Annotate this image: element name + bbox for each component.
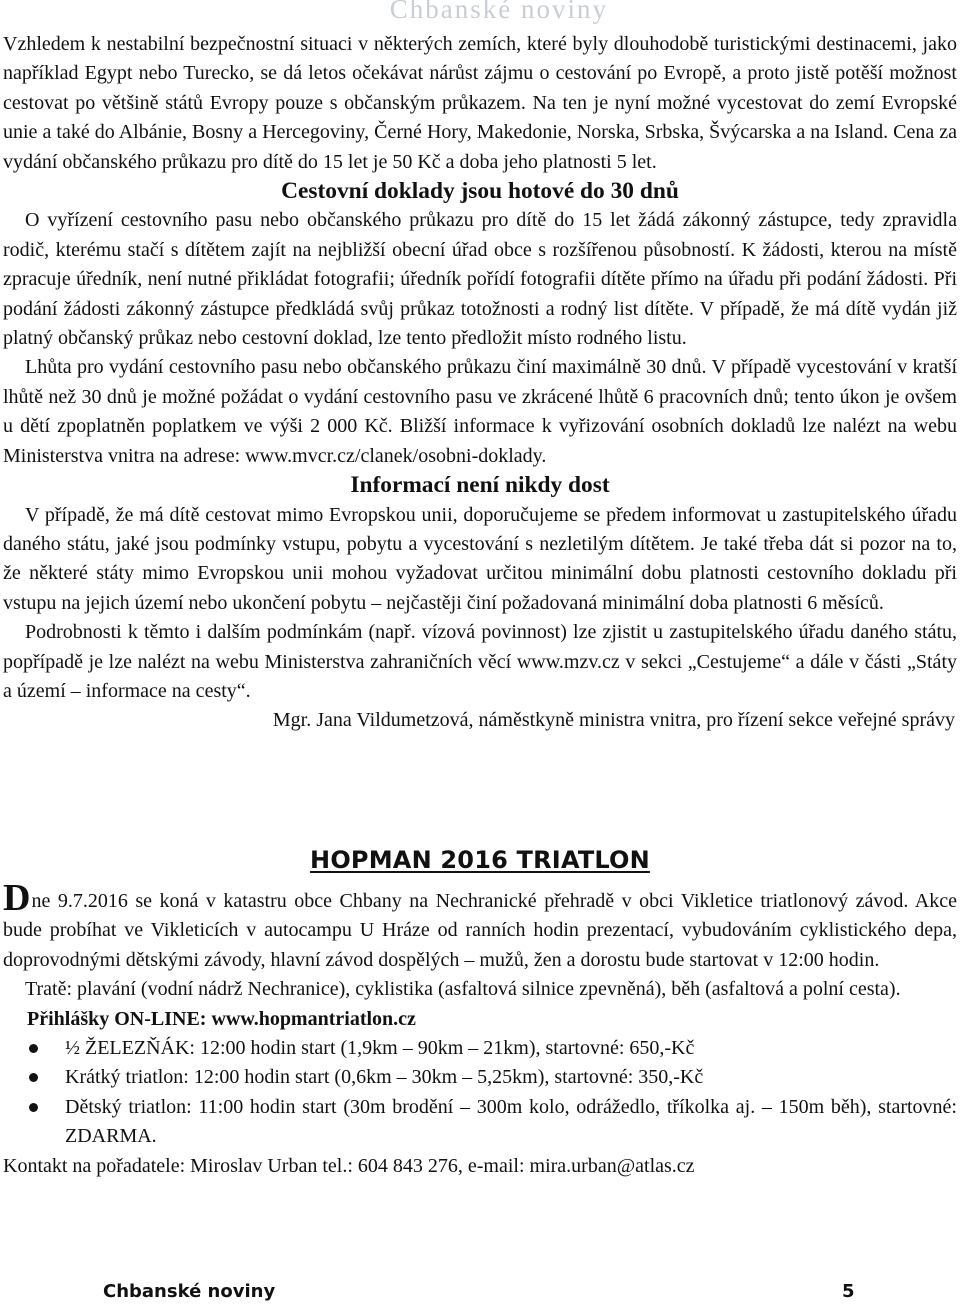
travel-documents-article: [3, 30, 957, 736]
registration-line: Přihlášky ON-LINE: www.hopmantriatlon.cz: [27, 1007, 416, 1030]
list-item: ½ ŽELEZŇÁK: 12:00 hodin start (1,9km – 90km – 21km), startovné: 650,-Kč: [65, 1034, 957, 1063]
intro-paragraph: Vzhledem k nestabilní bezpečnostní situaci v některých zemích, které byly dlouhodobě turistickými destinacemi, jako například Egypt nebo Turecko, se dá letos očekávat nárůst zájmu o cestování po Evropě, a proto jistě potěší možnost cestovat po většině států Evropy pouze s občanským průkazem. Na ten je nyní možné vycestovat do zemí Evropské unie a také do Albánie, Bosny a Hercegoviny, Černé Hory, Makedonie, Norska, Srbska, Švýcarska a na Island. Cena za vydání občanského průkazu pro dítě do 15 let je 50 Kč a doba jeho platnosti 5 let.: [3, 33, 957, 173]
bullet-icon: [29, 1044, 38, 1053]
section-heading-documents: Cestovní doklady jsou hotové do 30 dnů: [281, 178, 679, 205]
drop-cap: D: [3, 877, 31, 919]
event-intro-text: ne 9.7.2016 se koná v katastru obce Chbany na Nechranické přehradě v obci Vikletice triatlonový závod. Akce bude probíhat ve Vikleticích v autocampu U Hráze od ranních hodin prezentací, vybudováním cyklistického depa, doprovodnými dětskými závody, hlavní závod dospělých – mužů, žen a dorostu bude startovat v 12:00 hodin.: [3, 890, 957, 971]
footer-publication-name: Chbanské noviny: [103, 1281, 276, 1302]
section-heading-information: Informací není nikdy dost: [350, 472, 610, 499]
bullet-icon: [29, 1103, 38, 1112]
event-intro: [3, 877, 957, 975]
paragraph: V případě, že má dítě cestovat mimo Evropskou unii, doporučujeme se předem informovat u zastupitelského úřadu daného státu, jaké jsou podmínky vstupu, pobytu a vycestování s nezletilým dítětem. Je také třeba dát si pozor na to, že některé státy mimo Evropskou unii mohou vyžadovat určitou minimální dobu platnosti cestovního dokladu při vstupu na jejich území nebo ukončení pobytu – nejčastěji činí požadovaná minimální doba platnosti 6 měsíců.: [3, 503, 957, 614]
paragraph: Lhůta pro vydání cestovního pasu nebo občanského průkazu činí maximálně 30 dnů. V případě vycestování v kratší lhůtě než 30 dnů je možné požádat o vydání cestovního pasu ve zkrácené lhůtě 6 pracovních dnů; tento úkon je ovšem u dětí zpoplatněn poplatkem ve výši 2 000 Kč. Bližší informace k vyřizování osobních dokladů lze nalézt na webu Ministerstva vnitra na adrese: www.mvcr.cz/clanek/osobni-doklady.: [3, 356, 957, 467]
list-item: Krátký triatlon: 12:00 hodin start (0,6km – 30km – 5,25km), startovné: 350,-Kč: [65, 1063, 957, 1092]
bullet-icon: [29, 1073, 38, 1082]
masthead: Chbanské noviny: [389, 0, 608, 24]
page-number: 5: [842, 1281, 855, 1302]
race-list: [3, 1034, 957, 1152]
paragraph: O vyřízení cestovního pasu nebo občanského průkazu pro dítě do 15 let žádá zákonný zástupce, tedy zpravidla rodič, kterému stačí s dítětem zajít na nejbližší obecní úřad obce s rozšířenou působností. K žádosti, kterou na místě zpracuje úředník, není nutné přikládat fotografii; úředník pořídí fotografii dítěte přímo na úřadu při podání žádosti. Při podání žádosti zákonný zástupce předkládá svůj průkaz totožnosti a rodný list dítěte. V případě, že má dítě vydán již platný občanský průkaz nebo cestovní doklad, lze tento předložit místo rodného listu.: [3, 209, 957, 350]
triathlon-article: [3, 877, 957, 1181]
contact-line: Kontakt na pořadatele: Miroslav Urban tel.: 604 843 276, e-mail: mira.urban@atlas.cz: [3, 1154, 695, 1177]
author-signature: Mgr. Jana Vildumetzová, náměstkyně ministra vnitra, pro řízení sekce veřejné správy: [272, 709, 955, 732]
tracks-paragraph: Tratě: plavání (vodní nádrž Nechranice), cyklistika (asfaltová silnice zpevněná), běh (asfaltová a polní cesta).: [25, 978, 901, 1001]
event-title: HOPMAN 2016 TRIATLON: [310, 846, 650, 874]
list-item: Dětský triatlon: 11:00 hodin start (30m brodění – 300m kolo, odrážedlo, tříkolka aj. – 150m běh), startovné: ZDARMA.: [65, 1093, 957, 1152]
paragraph: Podrobnosti k těmto i dalším podmínkám (např. vízová povinnost) lze zjistit u zastupitelského úřadu daného státu, popřípadě je lze nalézt na webu Ministerstva zahraničních věcí www.mzv.cz v sekci „Cestujeme“ a dále v části „Státy a území – informace na cesty“.: [3, 621, 957, 702]
